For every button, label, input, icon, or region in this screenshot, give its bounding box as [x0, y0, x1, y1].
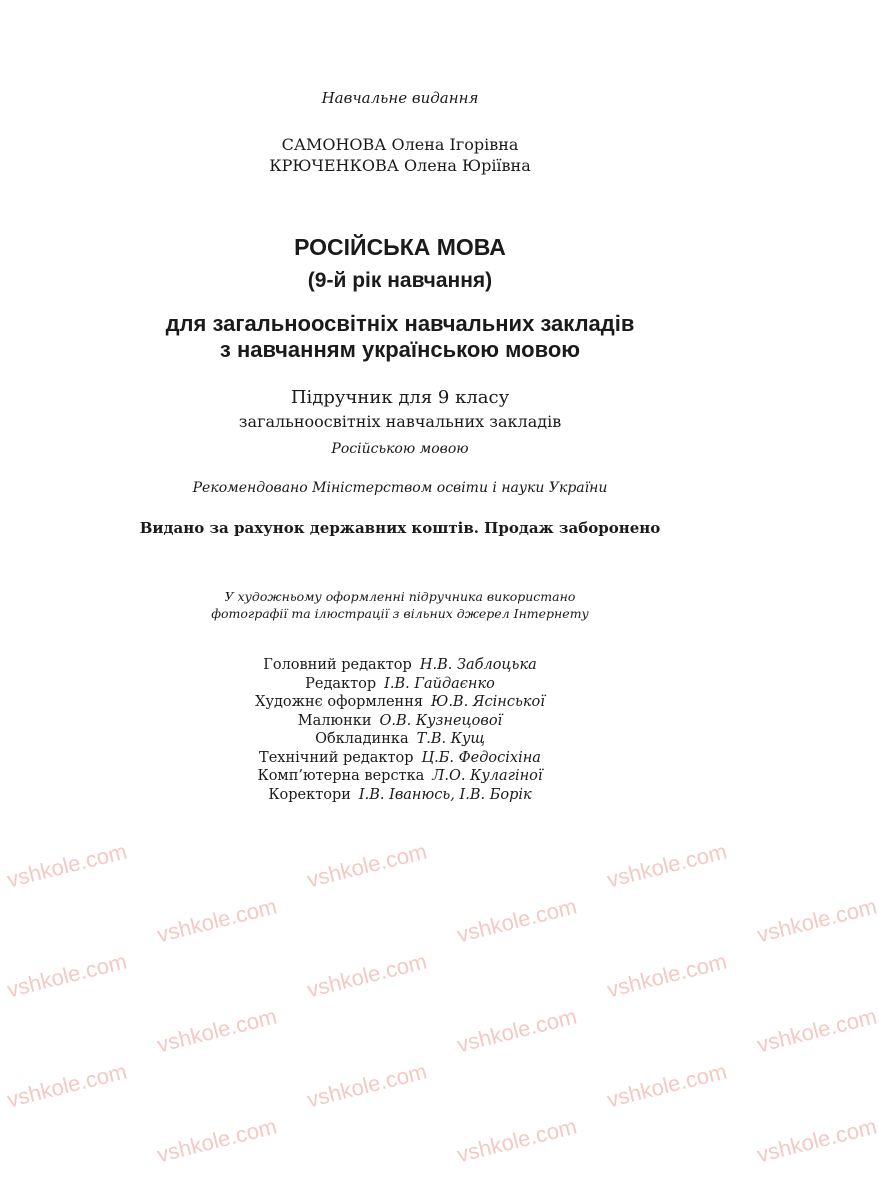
credit-line — [0, 787, 800, 803]
credit-line — [0, 750, 800, 766]
credit-role: Редактор — [305, 675, 377, 692]
credit-role: Головний редактор — [263, 657, 412, 673]
credit-line — [0, 731, 800, 747]
watermark-text: vshkole.com — [154, 893, 280, 948]
credit-person: Ю.В. Ясінської — [431, 694, 545, 710]
credit-line — [0, 676, 800, 692]
credit-person: О.В. Кузнецової — [379, 712, 503, 729]
watermark-text: vshkole.com — [4, 838, 130, 893]
author-1: САМОНОВА Олена Ігорівна — [281, 135, 519, 154]
book-title: РОСІЙСЬКА МОВА — [294, 234, 506, 260]
credit-line — [0, 657, 800, 673]
credit-person: Л.О. Кулагіної — [432, 768, 543, 784]
credit-role: Художнє оформлення — [255, 694, 424, 710]
watermark-text: vshkole.com — [454, 1003, 580, 1058]
credit-line — [0, 713, 800, 729]
textbook-for-1: Підручник для 9 класу — [290, 387, 510, 408]
credit-role: Коректори — [268, 786, 351, 803]
watermark-text: vshkole.com — [754, 893, 879, 948]
watermark-text: vshkole.com — [304, 948, 430, 1003]
watermark-text: vshkole.com — [454, 1113, 580, 1168]
watermark-text: vshkole.com — [604, 1058, 730, 1113]
watermark-text: vshkole.com — [154, 1113, 280, 1168]
credit-role: Малюнки — [297, 712, 372, 729]
credit-person: І.В. Гайдаєнко — [384, 675, 495, 692]
textbook-for-2: загальноосвітніх навчальних закладів — [238, 412, 562, 431]
language: Російською мовою — [331, 441, 469, 457]
audience-line-1: для загальноосвітніх навчальних закладів — [165, 311, 635, 336]
watermark-text: vshkole.com — [4, 1058, 130, 1113]
watermark-text: vshkole.com — [454, 893, 580, 948]
credit-person: Т.В. Кущ — [416, 731, 485, 747]
watermark-text: vshkole.com — [304, 838, 430, 893]
illustrations-note-1: У художньому оформленні підручника використано — [224, 589, 576, 604]
credit-role: Технічний редактор — [259, 749, 414, 766]
watermark-text: vshkole.com — [4, 948, 130, 1003]
credit-line — [0, 694, 800, 710]
watermark-text: vshkole.com — [604, 838, 730, 893]
watermark-text: vshkole.com — [304, 1058, 430, 1113]
author-2: КРЮЧЕНКОВА Олена Юріївна — [269, 156, 531, 175]
illustrations-note-2: фотографії та ілюстрації з вільних джерел Інтернету — [211, 606, 589, 621]
audience-line-2: з навчанням українською мовою — [219, 337, 581, 362]
edition-type: Навчальне видання — [321, 89, 479, 107]
watermark-text: vshkole.com — [754, 1113, 879, 1168]
watermark-text: vshkole.com — [154, 1003, 280, 1058]
credit-person: Ц.Б. Федосіхіна — [421, 749, 541, 766]
watermark-text: vshkole.com — [754, 1003, 879, 1058]
credit-line — [0, 768, 800, 784]
not-for-sale: Видано за рахунок державних коштів. Продаж заборонено — [139, 519, 661, 537]
watermark-text: vshkole.com — [604, 948, 730, 1003]
credit-person: І.В. Іванюсь, І.В. Борік — [358, 786, 532, 803]
year-of-study: (9-й рік навчання) — [307, 269, 493, 292]
credit-role: Обкладинка — [315, 731, 409, 747]
recommended: Рекомендовано Міністерством освіти і науки України — [192, 480, 608, 496]
credit-person: Н.В. Заблоцька — [419, 657, 537, 673]
credit-role: Комп’ютерна верстка — [257, 768, 425, 784]
